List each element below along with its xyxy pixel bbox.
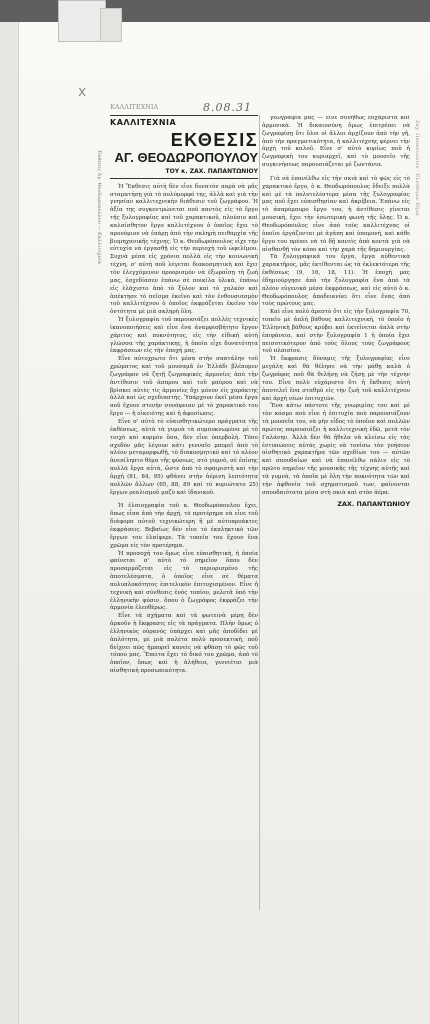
pen-mark: x	[78, 84, 87, 100]
author-signature: ΖΑΧ. ΠΑΠΑΝΤΩΝΙΟΥ	[337, 499, 410, 508]
margin-note-right: Ζαχ. Παπαντωνίου · Ἐλεύθερον Βῆμα	[414, 120, 420, 216]
paragraph: Ἡ προσοχὴ του ὅμως εἶνε εὐαισθητικὴ, ἡ ὁποία φαίνεται σ' αὐτὸ τὸ σημεῖον ὅπου δὲν προσαρμόζεται εἰς τὸ περιορισμένο τῆς ἀποτελέσματα, ὁ ὁποῖος εἶνε σὲ θέματα πολυπλοκότητος ἐπιτελικὸν ἐπιτυχισμένον. Εἶνε ἡ τεχνικὴ καὶ σύνθεσις ἑνὸς τοπίου, μελετᾶ ὑπὸ τὴν ἐλληνικὴν φύσιν, ὅπου ὁ ζωγράφος ἐκφράζει τὴν ἁρμονία ἐλευθέρως.	[110, 550, 258, 612]
paper-tab-small	[100, 8, 122, 42]
article-title: ΕΚΘΕΣΙΣ	[170, 129, 258, 150]
column-rule	[259, 115, 260, 910]
paragraph: Ἡ ἔκφρασις δύναμις τῆς ξυλογραφίας εἶνε μεγάλη καὶ θὰ θέλησε νὰ τὴν μάθῃ καλὰ ὁ ζωγράφος ποῦ θὰ θελήσῃ νὰ ζήσῃ μὲ τὴν τέχνην του. Εἶνε πολὺ εὐχάριστο ὅτι ἡ ἔκθεσις αὐτὴ ἀποτελεῖ ἕνα σταθμὸ εἰς τὴν ζωὴ τοῦ καλλιτέχνου καὶ ἀρχὴ νέων ἐπιτυχιῶν.	[262, 356, 410, 402]
paragraph: γεωγραφία μας — εἶνε συνήθως εὐχάριστα καὶ ἀρμονικὰ. Ἡ δικαιοσύνη ὅμως ἐπιτρέπει νὰ ζωγραφίσῃ ὅτι ὅλοι οἱ ἄλλοι ἀρχίζουν ἀπὸ τὴν γῆ, ἀπὸ τὴν πραγματικότητα, ἡ καλλιτέχνης φέρνει τὴν ἀρχὴ τοῦ καλοῦ. Εἶνε σ' αὐτὸ κυρίως ποῦ ἡ ζωγραφικὴ του κυριαρχεῖ, καὶ τὸ μουσεῖο τῆς συγκινήσεως παρουσιάζεται μὲ ζωντάνια.	[262, 115, 410, 169]
paragraph: Ἡ ἐλαιογραφία τοῦ κ. Θεοδωρόπουλου ἔχει, ὅπως εἶπα ἀπὸ τὴν ἀρχή, τὸ προτέρημα νὰ εἶνε τοῦ διάφορα αὐτοῦ τεχνικώτερη ἢ μὲ αὐτοπροάκτες ἐκφράσεις. Βεβαίως δὲν εἶνε τὸ ἐκπληκτικὸ τῶν ἔργων του ἐλαίφερε. Τὰ τοπεῖα του ἔχουν ἕνα χρῶμα εἰς τὸν προτέρημα.	[110, 503, 258, 549]
clipping-header-fragment: ΚΑΛΛΙΤΕΧΝΙΑ	[110, 103, 159, 111]
section-rubric: ΚΑΛΛΙΤΕΧΝΙΑ	[110, 115, 258, 130]
paper-tab	[58, 0, 106, 42]
article-subtitle: ΑΓ. ΘΕΟΔΩΡΟΠΟΥΛΟΥ	[114, 149, 258, 165]
paragraph: Εἶνε τὰ σχήματα καὶ τὰ φωτεινὰ μέρη δὲν ἀρκοῦν ἡ ἔκφρασις εἰς τὰ πράγματα. Πλὴν ὅμως ὁ ἐλληνικὸς οὐρανὸς ὑπάρχει καὶ μᾶς ἀποδίδει μὲ ἁπλότητα, μὲ μιὰ παλέτα πολὺ προσεκτικὴ, ποῦ δείχνει πῶς ἠμπορεῖ κανεὶς νὰ φθάσῃ τὸ φῶς τοῦ τόπου μας. Ἔπειτα ἔχει τὸ δικό του χρῶμα, ἀπὸ τὸ ὁποῖον, ὅπως καὶ ἡ ἀλήθεια, γεννιέται μιὰ αἰσθητικὴ προσωπικότητα.	[110, 613, 258, 675]
paragraph: Ἡ Ἔκθεσις αὐτὴ δὲν εἶνε δυνατὸν παρὰ νὰ μᾶς σταματήσῃ γιὰ τὸ πολύμορφό της, ἀλλὰ καὶ γιὰ τὴν γνησίαν καλλιτεχνικὴν διάθεσιν τοῦ ζωγράφου. Ἡ ἀξία της συγκεντρώνεται ποῦ παντὸς εἰς τὸ ἔργο τῆς ξυλογραφίας καὶ τοῦ χαρακτικοῦ, πλούσιο καὶ καλαίσθητον ἔργο καλλιτέχνου ὁ ὁποῖος ἔχει τὸ προνόμιον νὰ ἐπάρῃ ἀπὸ τὴν σκληρὴ πειθαρχία τῆς βιομηχανικῆς τέχνης. Ὁ κ. Θεοδωρόπουλος εἶχε τὴν εὐτυχία νὰ ἐργασθῇ εἰς τὴν περιοχὴ τοῦ ὡφελίμου. Συχνὰ μέσα εἰς χρόνια πολλὰ εἰς τὴν κοινωνικὴ τέχνη, σ' αὐτὴ ποῦ λέγεται διακοσμητικὴ καὶ ἔχει τὸν ἐλεγχόμενον προορισμόν νὰ ἐξωραΐσῃ τὴ ζωή μας, ἐσχεδίασεν ἐπάνω σὲ ποικίλα ὑλικὰ, ἐπάνω εἰς ἐλάχιστο ἀπὸ τὸ ξύλον καὶ τὸ χαλκὸν καὶ ἀπέκτησε τὸ πεῖσμα ἐκεῖνο καὶ τὸν ἐνθουσιασμὸν τοῦ καλλιτέχνου ὁ ὁποῖος ἐκφράζεται ἐκεῖνο τὸν ὀντότητα μὲ μιὰ σκληρὴ ὕλη.	[110, 183, 258, 316]
article-column-left	[110, 115, 258, 925]
paragraph: Ἡ ξυλογραφία τοῦ παρουσιάζει πολλὲς τεχνικὲς ἱκανοποιήσεις καὶ εἶνε ἕνα ἀναμφισβήτητο ἔργον χάριτος καὶ πυκνότητος, εἰς τὴν εἰδικὴ αὐτὴ γλῶσσα τῆς χαράκτικης, ἡ ὁποία εἶχε δυνατότητα ἐκφράσεων εἰς τὴν ἐποχή μας.	[110, 317, 258, 355]
article-byline: ΤΟΥ κ. ΖΑΧ. ΠΑΠΑΝΤΩΝΙΟΥ	[110, 168, 258, 179]
handwritten-date: 8.08.31	[203, 101, 252, 114]
paragraph: Καὶ εἶνε πολὺ ἀρεστὸ ὅτι εἰς τὴν ξυλογραφία 70, τοπεῖο μὲ ἀπλὴ βάθους καλλιτεχνικὴ, τὸ ὁποῖο ἡ Ἑλληνικὴ βάθους κρύβει καὶ ἐκτείνεται ἀπλὰ στὴν ἐπιφάνεια, καὶ στὴν ξυλογραφία 1 ἡ ὁποία ἔχει πεισοτικότερον ἀπὸ τοὺς ὅλους τοὺς ζωγράφους τοῦ πλαισίου.	[262, 309, 410, 355]
paragraph: Εἶνε αὐτοχρωτο ὅτι μέσα στὴν σπατάλην τοῦ χρώματος καὶ τοῦ μουσαμᾶ ἐν Ἑλλάδι βλέπομεν ζωγράφον νὰ ζητῇ ζωγραφικὲς ἁρμονίες ἀπὸ τὴν ἀντίθεσιν τοῦ ἀσπρου καὶ τοῦ μαύρου καὶ νὰ βρίσκει αὐτὲς τὶς ἁρμονίες ὄχι μόνον εἰς χαράκτης ἀλλὰ καὶ ὡς σχεδιαστής. Ὑπάρχουν ἐκεῖ μέσα ἔργα ποῦ ἔχουν στενὴν συνάφειαν μὲ τὸ χαρακτικὸ του ἔργο — ἡ οἰκειότης καὶ ἡ ἀφοσίωσις.	[110, 356, 258, 418]
article-column-right	[262, 115, 410, 925]
newspaper-clipping	[110, 115, 410, 925]
paragraph: Γιὰ νὰ ἐπανέλθω εἰς τὴν σκιὰ καὶ τὸ φῶς εἰς τὸ χαρακτικό ἔργο, ὁ κ. Θεοδωρόπουλος ἔδειξε πολλὰ καὶ μὲ τὰ πολυτελέστερα μέσα τῆς ξυλογραφίας μας ποῦ ἔχει εὐαισθησίαν καὶ ἀκρίβεια. Ἐπάνω εἰς τὸ ἀσπρόμαυρο ἔργο του, ἡ ἀντίθεσις γίνεται μουσικὴ, ἔχει τὴν ἐσωτερικὴ φωνὴ τῆς ὕλης. Ὁ κ. Θεοδωρόπουλος εἶνε ἀπὸ τοὺς καλλιτέχνας οἱ ὁποῖοι ἐργάζονται μὲ ἀγάπη καὶ ὑπομονή, καὶ κάθε ἔργο του πρέπει νὰ τὸ δῇ κανεὶς ἀπὸ κοντὰ γιὰ νὰ αἰσθανθῇ τὸν κόπο καὶ τὴν χαρὰ τῆς δημιουργίας.	[262, 175, 410, 253]
paragraph: Ἔνα κάτω πάντοτε τῆς γνωριμίας του καὶ μὲ τὸν κόσμο ποὺ εἶνε ἡ ἐπιτυχία ποὺ παρουσιάζουν τὰ μουσεῖα του, νὰ μὴν εἶδος τὸ ὁποῖον καὶ πολλῶν πρώτος παρουσιάζει ἡ καλλιτεχνικὴ ἐδῶ, μετὰ τὸν Γαλάνην. Ἀλλὰ δὲν θὰ ἤθελα νὰ κλείσω εἰς τὰς ἐντυπώσεις αὐτὰς χωρὶς νὰ τονίσω τὸν γνήσιον αἰσθητικὸ χαρακτῆρα τῶν σχεδίων του — αὐτῶν καὶ σπουδαίων καὶ νὰ ἐπανέλθω πάλιν εἰς τὸ πρῶτο σημεῖον τῆς μουσικῆς τῆς τέχνης αὐτῆς καὶ τὰ γυμνὰ, τὰ ὁποῖα μὲ ὅλη τὴν πυκνότητα τῶν καὶ τὴν ἀφθονία τοῦ σχηματισμοῦ των, φαίνονται σπουδαιότατα μέσα στὴ σκιὰ καὶ στὸν ἀέρα.	[262, 403, 410, 496]
paragraph: Εἶνε σ' αὐτὸ τὸ εὐαισθητικώτερο πράγματα τῆς ἐκθέσεως, αὐτὰ τὰ γυμνὰ τὰ συμπυκνωμένα μὲ τὸ τοιχὸ καὶ κορμὸν ὅσα, δὲν εἶνε ὑπερβολή. Τόσο σχεδὸν μᾶς λέγουν κάτι γενναῖο μπορεῖ ἀπὸ τὸ πλέον μεταμορφωθῇ, τὸ διακοσμητικὸ καὶ τὸ πλέον ἀνεπίληπτο θέμα τῆς φύσεως, στὸ γυμνὸ, σὲ ἐπίσης πολλὰ ἔργα αὐτὰ, ὥστε ἀπὸ τὸ σφαιριστὴ καὶ τὴν ἀρχή (81, 84, 95) φθάνει στὴν ἀέρινη λεπτότητα πολλῶν ἄλλων (65, 88, 89 καὶ τὸ κυριώτατο 25) ἔργων ρεαλισμοῦ μαζὺ καὶ ἰδανικοῦ.	[110, 419, 258, 496]
margin-note-left: Ἐκθεσις Ἀγ. Θεοδωροπούλου — Καλλιτεχνία	[96, 150, 102, 265]
paragraph: Τὰ ξυλογραφικά του ἔργα, ἔργα αὐθεντικὰ χαρακτῆρος, μᾶς ἐκτίθενται ὡς τὰ ἐκλεκτότερα τῆς ἐκθέσεως (9, 16, 18, 11). Ἡ ἐποχή μας ἐδημιούργησε ἀπὸ τὴν ξυλογραφία ἕνα ἀπὸ τὰ πλέον εὐγενικὰ μέσα ἐκφράσεως, καὶ εἰς αὐτὸ ὁ κ. Θεοδωρόπουλος ἀποδεικνύει ὅτι εἶνε ἕνας ἀπὸ τοὺς πρώτους μας.	[262, 254, 410, 308]
binding-strip	[0, 22, 19, 1024]
